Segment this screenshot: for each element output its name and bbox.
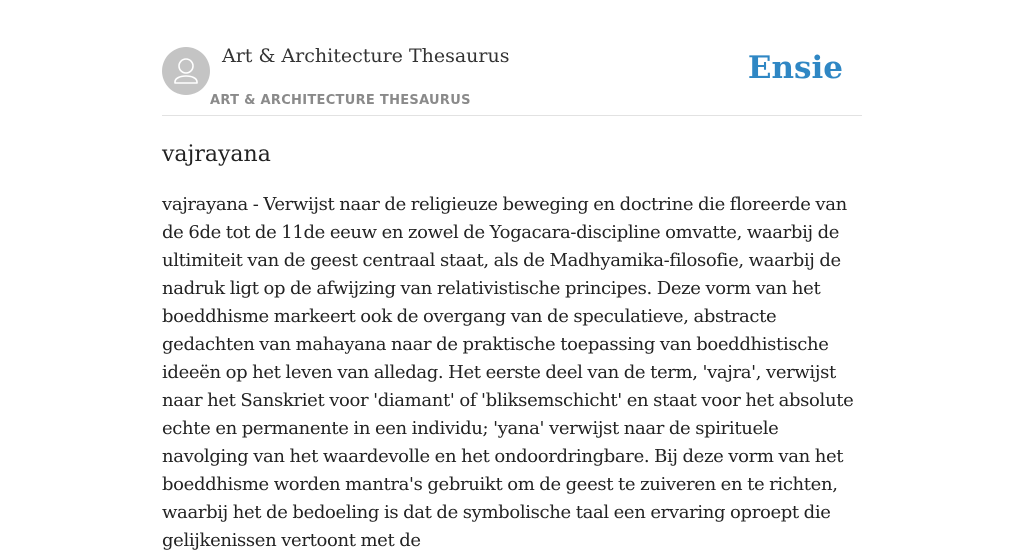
avatar[interactable] xyxy=(162,47,210,95)
user-icon xyxy=(162,47,210,95)
author-name[interactable]: Art & Architecture Thesaurus xyxy=(222,45,510,67)
page-title: vajrayana xyxy=(162,142,271,167)
author-subtitle[interactable]: ART & ARCHITECTURE THESAURUS xyxy=(210,93,471,108)
article-body: vajrayana - Verwijst naar de religieuze beweging en doctrine die floreerde van de 6de tot de 11de eeuw en zowel de Yogacara-discipline omvatte, waarbij de ultimiteit van de geest centraal staat, als de Madhyamika-filosofie, waarbij de nadruk ligt op de afwijzing van relativistische principes. Deze vorm van het boeddhisme markeert ook de overgang van de speculatieve, abstracte gedachten van mahayana naar de praktische toepassing van boeddhistische ideeën op het leven van alledag. Het eerste deel van de term, 'vajra', verwijst naar het Sanskriet voor 'diamant' of 'bliksemschicht' en staat voor het absolute echte en permanente in een individu; 'yana' verwijst naar de spirituele navolging van het waardevolle en het ondoordringbare. Bij deze vorm van het boeddhisme worden mantra's gebruikt om de geest te zuiveren en te richten, waarbij het de bedoeling is dat de symbolische taal een ervaring oproept die gelijkenissen vertoont met de xyxy=(162,194,854,551)
page xyxy=(162,0,862,555)
header xyxy=(162,0,862,116)
brand-logo[interactable]: Ensie xyxy=(747,50,843,86)
